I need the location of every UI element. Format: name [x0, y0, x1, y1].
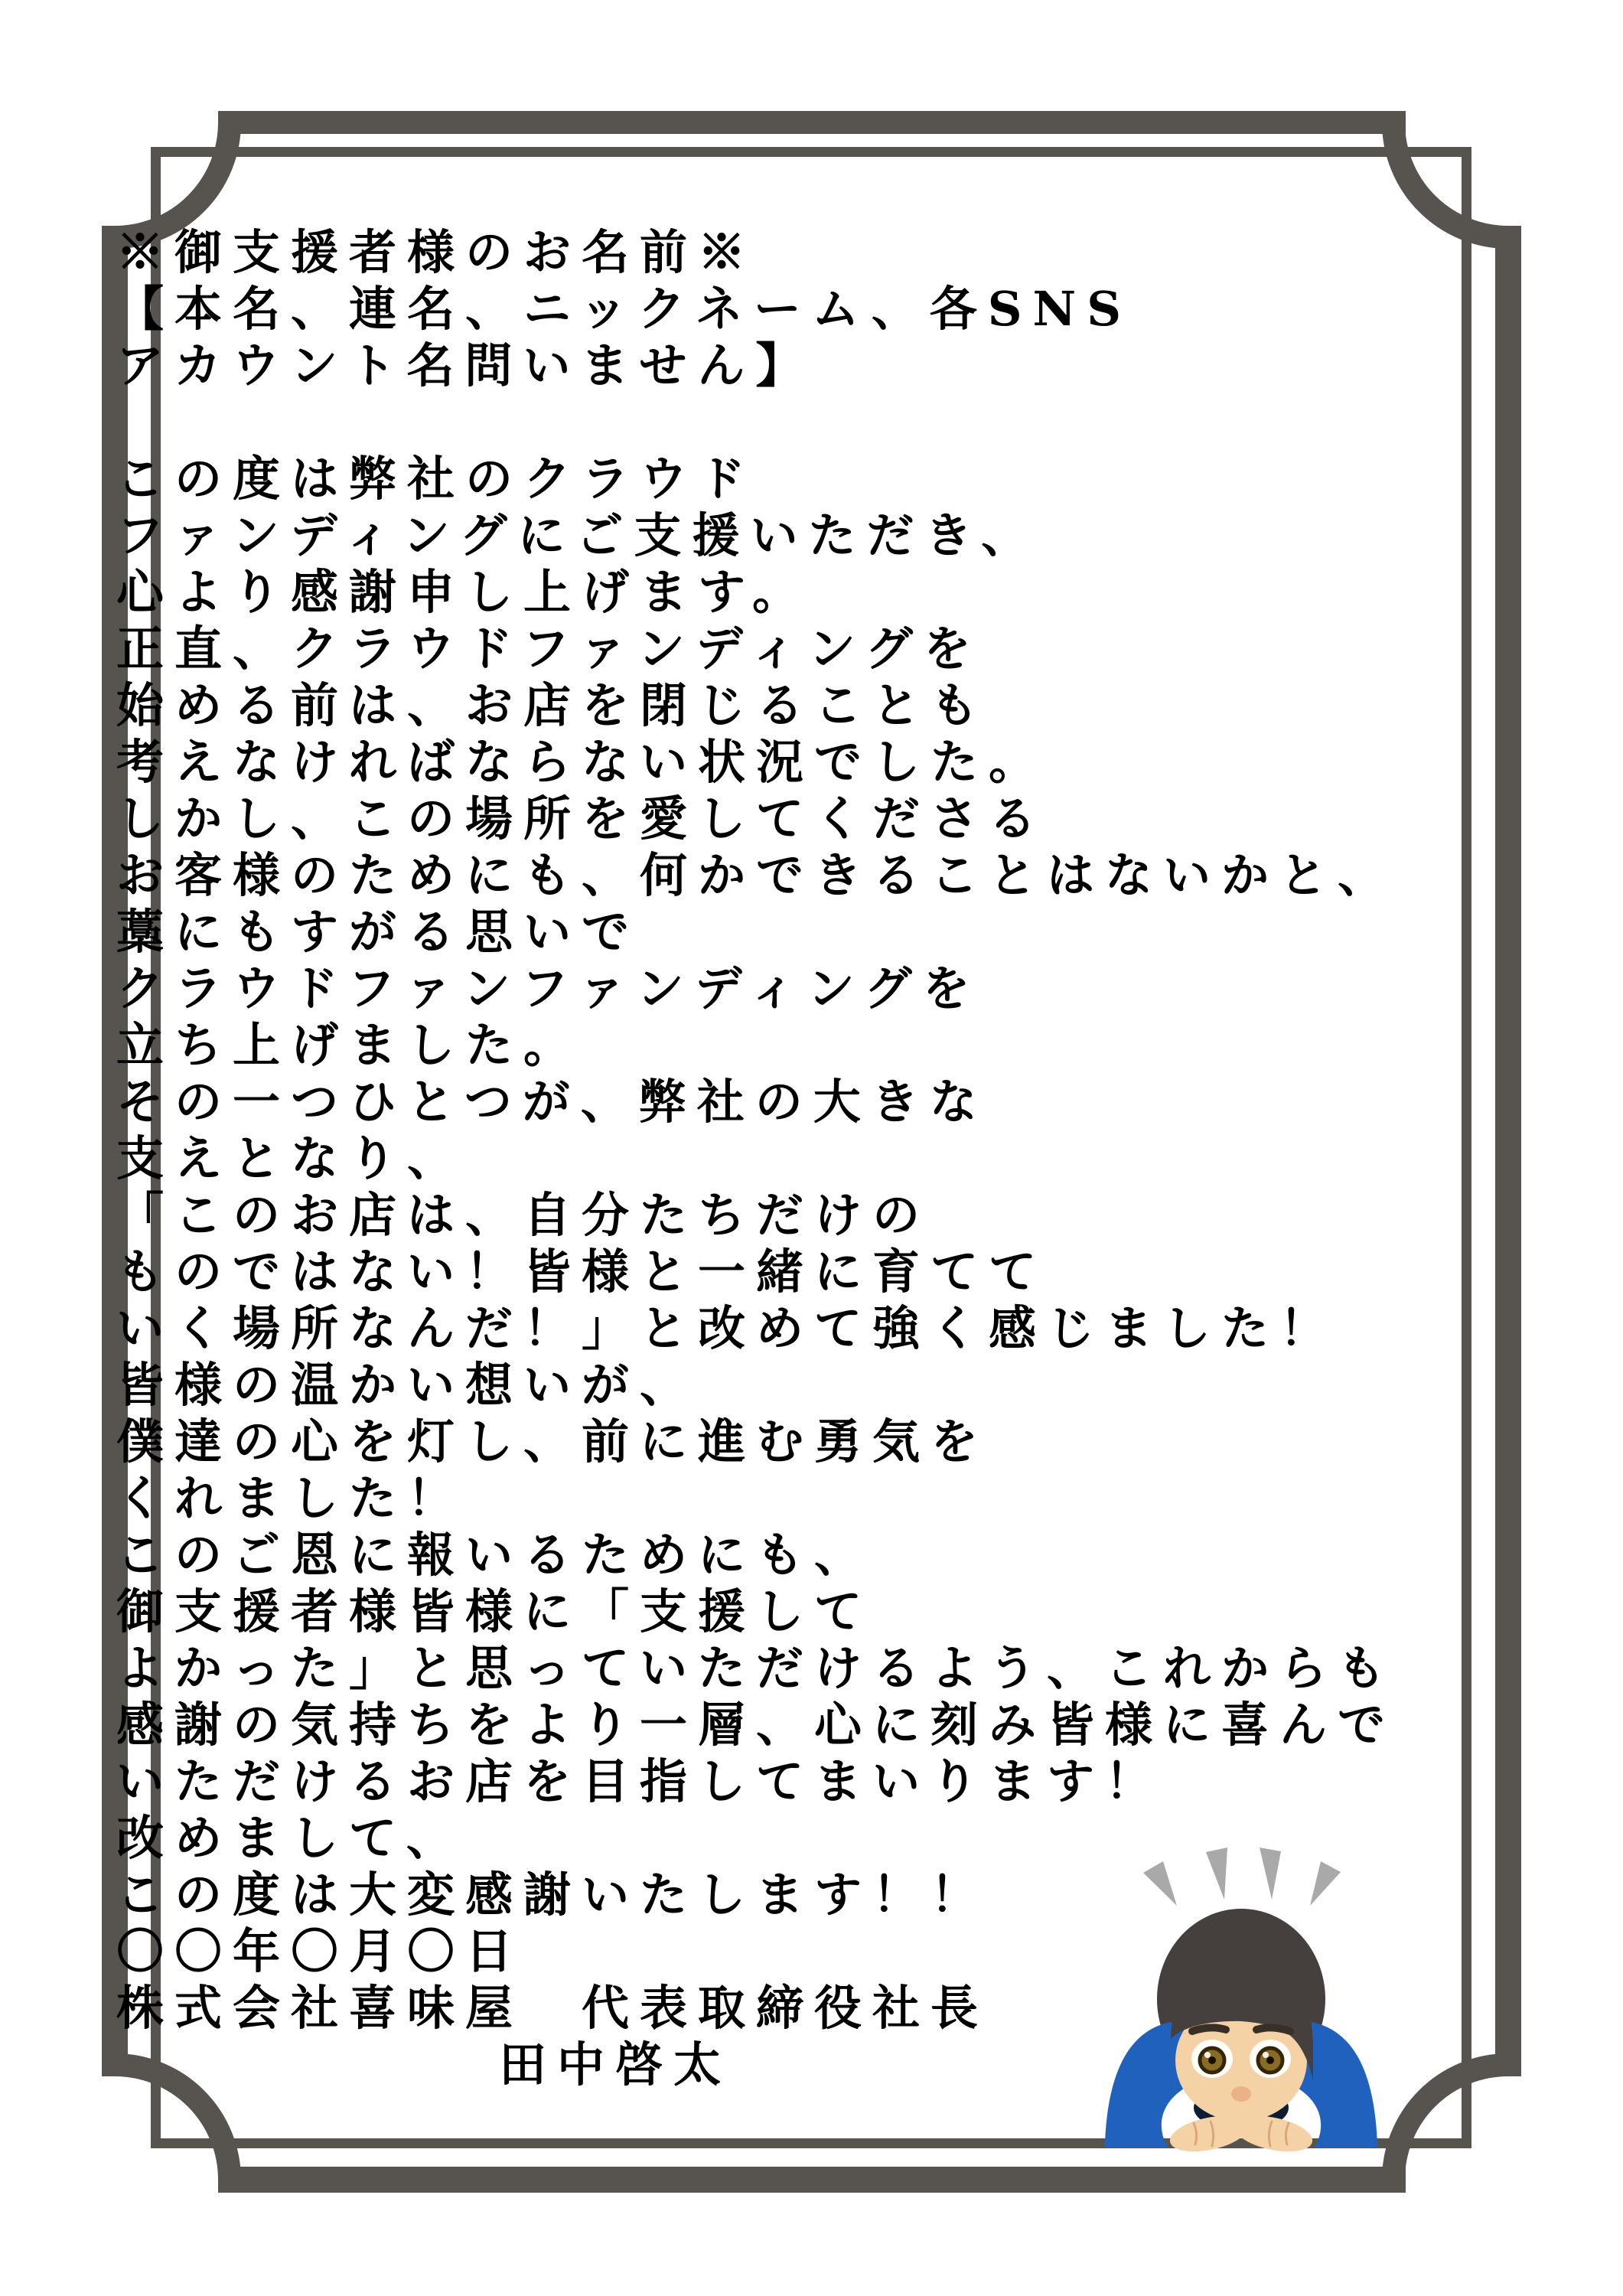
letter-line: 御支援者様皆様に「支援して: [116, 1583, 873, 1639]
letter-line: 藁にもすがる思いで: [116, 904, 640, 960]
letter-line: その一つひとつが、弊社の大きな: [116, 1074, 988, 1130]
letter-line: お客様のためにも、何かできることはないかと、: [116, 847, 1396, 903]
letter-line: この度は弊社のクラウド: [116, 451, 757, 507]
letter-line: 支えとなり、: [116, 1130, 466, 1186]
letter-line-blank: [116, 394, 1570, 451]
letter-line: ファンディングにご支援いただき、: [116, 507, 1040, 563]
letter-line: いただけるお店を目指してまいります！: [116, 1753, 1164, 1809]
letter-line: このご恩に報いるためにも、: [116, 1527, 873, 1583]
letter-line: 感謝の気持ちをより一層、心に刻み皆様に喜んで: [116, 1697, 1396, 1753]
left-eye: [1191, 2040, 1233, 2078]
letter-line: ※御支援者様のお名前※: [116, 224, 757, 280]
right-eye: [1250, 2040, 1291, 2078]
letter-line-company-signature: 株式会社喜味屋 代表取締役社長: [116, 1980, 989, 2036]
letter-line: クラウドファンファンディングを: [116, 960, 981, 1016]
emphasis-lines-icon: [1143, 1848, 1341, 1906]
nose: [1231, 2086, 1251, 2102]
letter-line: 正直、クラウドファンディングを: [116, 621, 982, 677]
letter-line: いく場所なんだ！」と改めて強く感じました！: [116, 1300, 1338, 1356]
letter-line: この度は大変感謝いたします！！: [116, 1867, 989, 1923]
letter-line: 僕達の心を灯し、前に進む勇気を: [116, 1414, 989, 1469]
frame-corner-top-left: [115, 122, 230, 237]
letter-body: [116, 224, 1570, 2093]
frame-corner-top-right: [1393, 122, 1508, 237]
letter-line: 立ち上げました。: [116, 1017, 582, 1073]
letter-line: 心より感謝申し上げます。: [116, 564, 811, 620]
letter-line: 皆様の温かい想いが、: [116, 1357, 699, 1413]
letter-line: アカウント名問いません】: [116, 338, 814, 393]
person-bowing-emoji: [1094, 1838, 1385, 2154]
letter-line: 「このお店は、自分たちだけの: [116, 1187, 931, 1243]
letter-line: しかし、この場所を愛してくださる: [116, 791, 1048, 846]
left-eyebrow: [1192, 2027, 1226, 2031]
letter-line-date: 〇〇年〇月〇日: [116, 1923, 524, 1979]
letter-line: 【本名、連名、ニックネーム、各SNS: [116, 281, 1132, 337]
letter-line-ceo-name: 田中啓太: [499, 2037, 732, 2092]
letter-line: 改めまして、: [116, 1810, 464, 1866]
letter-line: 考えなければならない状況でした。: [116, 734, 1048, 790]
right-eyebrow: [1256, 2027, 1290, 2031]
letter-line: 始める前は、お店を閉じることも: [116, 677, 989, 733]
letter-line: くれました！: [116, 1470, 466, 1526]
letter-line: よかった」と思っていただけるよう、これからも: [116, 1640, 1396, 1696]
letter-line: ものではない！皆様と一緒に育てて: [116, 1244, 1048, 1300]
